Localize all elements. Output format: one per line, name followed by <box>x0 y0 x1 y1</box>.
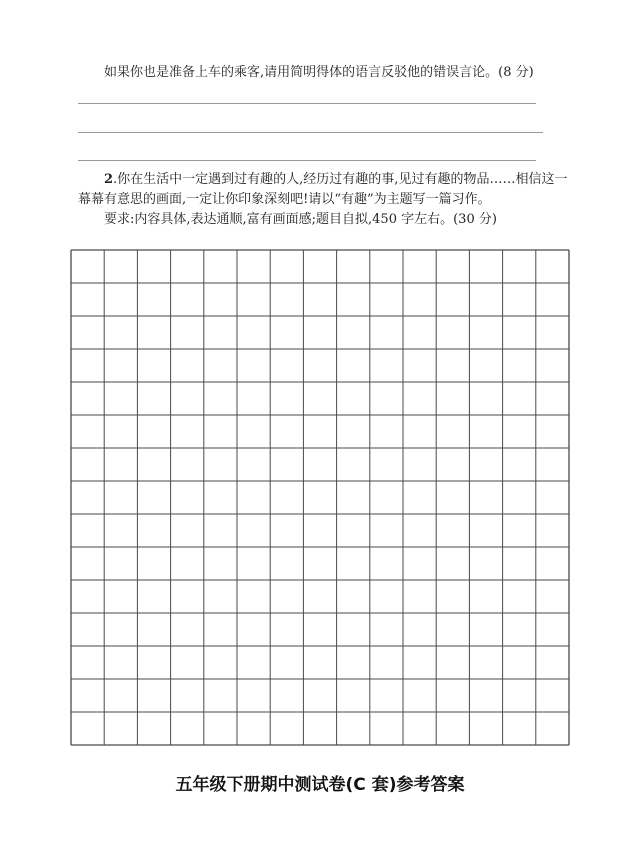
question2-text-line1: 2.你在生活中一定遇到过有趣的人,经历过有趣的事,见过有趣的物品……相信这一 <box>104 172 568 187</box>
question2-number: 2 <box>104 172 114 187</box>
question2-text-line2: 幕幕有意思的画面,一定让你印象深刻吧!请以“有趣”为主题写一篇习作。 <box>78 192 491 207</box>
question2-requirements: 要求:内容具体,表达通顺,富有画面感;题目自拟,450 字左右。(30 分) <box>104 212 497 227</box>
question1-prompt: 如果你也是准备上车的乘客,请用简明得体的语言反驳他的错误言论。(8 分) <box>104 65 534 80</box>
footer-title: 五年级下册期中测试卷(C 套)参考答案 <box>175 775 465 795</box>
